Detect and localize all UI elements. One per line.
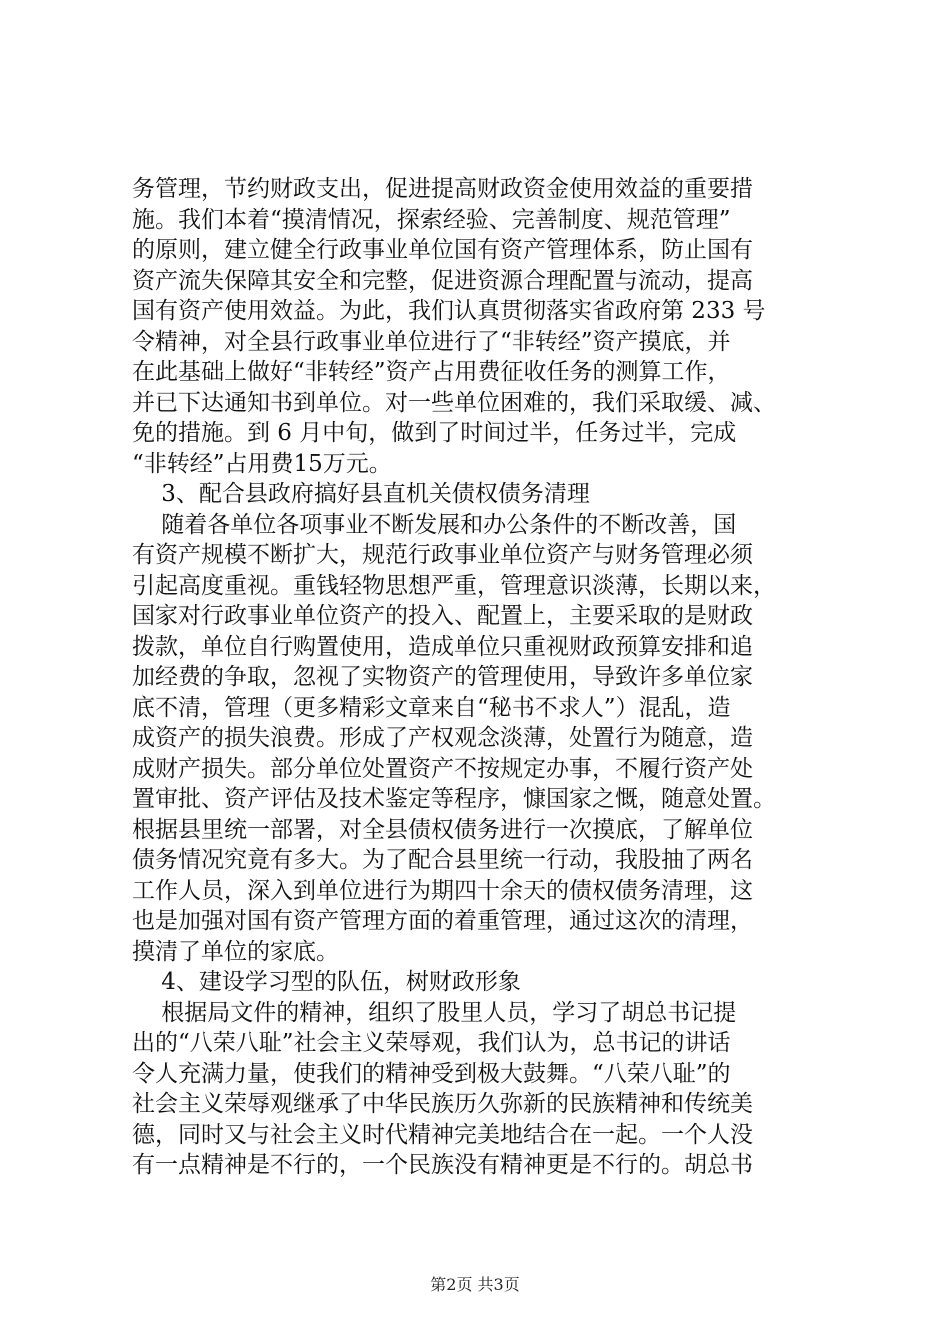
text-line: 成资产的损失浪费。形成了产权观念淡薄，处置行为随意，造: [132, 725, 753, 751]
text-line: 在此基础上做好“非转经”资产占用费征收任务的测算工作，: [132, 359, 731, 385]
text-line: 资产流失保障其安全和完整，促进资源合理配置与流动，提高: [132, 267, 753, 294]
text-line: 有资产规模不断扩大，规范行政事业单位资产与财务管理必须: [132, 542, 753, 568]
text-line: 摸清了单位的家底。: [132, 938, 339, 965]
text-line: 加经费的争取，忽视了实物资产的管理使用，导致许多单位家: [132, 664, 753, 690]
text-line: 出的“八荣八耻”社会主义荣辱观，我们认为，总书记的讲话: [132, 1030, 731, 1056]
text-line: 国家对行政事业单位资产的投入、配置上，主要采取的是财政: [132, 603, 753, 629]
text-line: 引起高度重视。重钱轻物思想严重，管理意识淡薄，长期以来，: [132, 572, 776, 599]
text-line: 置审批、资产评估及技术鉴定等程序，慷国家之慨，随意处置。: [132, 786, 776, 812]
text-line: 德，同时又与社会主义时代精神完美地结合在一起。一个人没: [132, 1121, 753, 1148]
text-line: 令人充满力量，使我们的精神受到极大鼓舞。“八荣八耻”的: [132, 1060, 731, 1087]
text-line: 根据县里统一部署，对全县债权债务进行一次摸底，了解单位: [132, 816, 753, 843]
text-line: 有一点精神是不行的，一个民族没有精神更是不行的。胡总书: [132, 1152, 753, 1178]
text-line: 国有资产使用效益。为此，我们认真贯彻落实省政府第 233 号: [132, 298, 766, 324]
text-line: 底不清，管理（更多精彩文章来自“秘书不求人”）混乱，造: [132, 694, 731, 721]
text-line: 债务情况究竟有多大。为了配合县里统一行动，我股抽了两名: [132, 847, 753, 873]
text-line: 务管理，节约财政支出，促进提高财政资金使用效益的重要措: [132, 176, 753, 202]
section-heading: 4、建设学习型的队伍，树财政形象: [132, 969, 521, 995]
text-line: 根据局文件的精神，组织了股里人员，学习了胡总书记提: [132, 999, 737, 1026]
text-line: 施。我们本着“摸清情况，探索经验、完善制度、规范管理”: [132, 206, 731, 233]
text-line: 令精神，对全县行政事业单位进行了“非转经”资产摸底，并: [132, 328, 731, 355]
text-line: 随着各单位各项事业不断发展和办公条件的不断改善，国: [132, 511, 737, 538]
text-line: 社会主义荣辱观继承了中华民族历久弥新的民族精神和传统美: [132, 1091, 753, 1117]
text-line: “非转经”占用费15万元。: [132, 450, 392, 477]
text-line: 并已下达通知书到单位。对一些单位困难的，我们采取缓、减、: [132, 389, 776, 416]
text-line: 也是加强对国有资产管理方面的着重管理，通过这次的清理，: [132, 908, 753, 934]
text-line: 工作人员，深入到单位进行为期四十余天的债权债务清理，这: [132, 877, 753, 904]
text-line: 拨款，单位自行购置使用，造成单位只重视财政预算安排和追: [132, 633, 753, 660]
page-number-footer: 第2页 共3页: [430, 1275, 520, 1294]
section-heading: 3、配合县政府搞好县直机关债权债务清理: [132, 481, 590, 507]
text-line: 成财产损失。部分单位处置资产不按规定办事，不履行资产处: [132, 755, 753, 782]
document-body: [132, 174, 832, 1181]
text-line: 的原则，建立健全行政事业单位国有资产管理体系，防止国有: [132, 237, 753, 263]
text-line: 免的措施。到 6 月中旬，做到了时间过半，任务过半，完成: [132, 420, 737, 446]
